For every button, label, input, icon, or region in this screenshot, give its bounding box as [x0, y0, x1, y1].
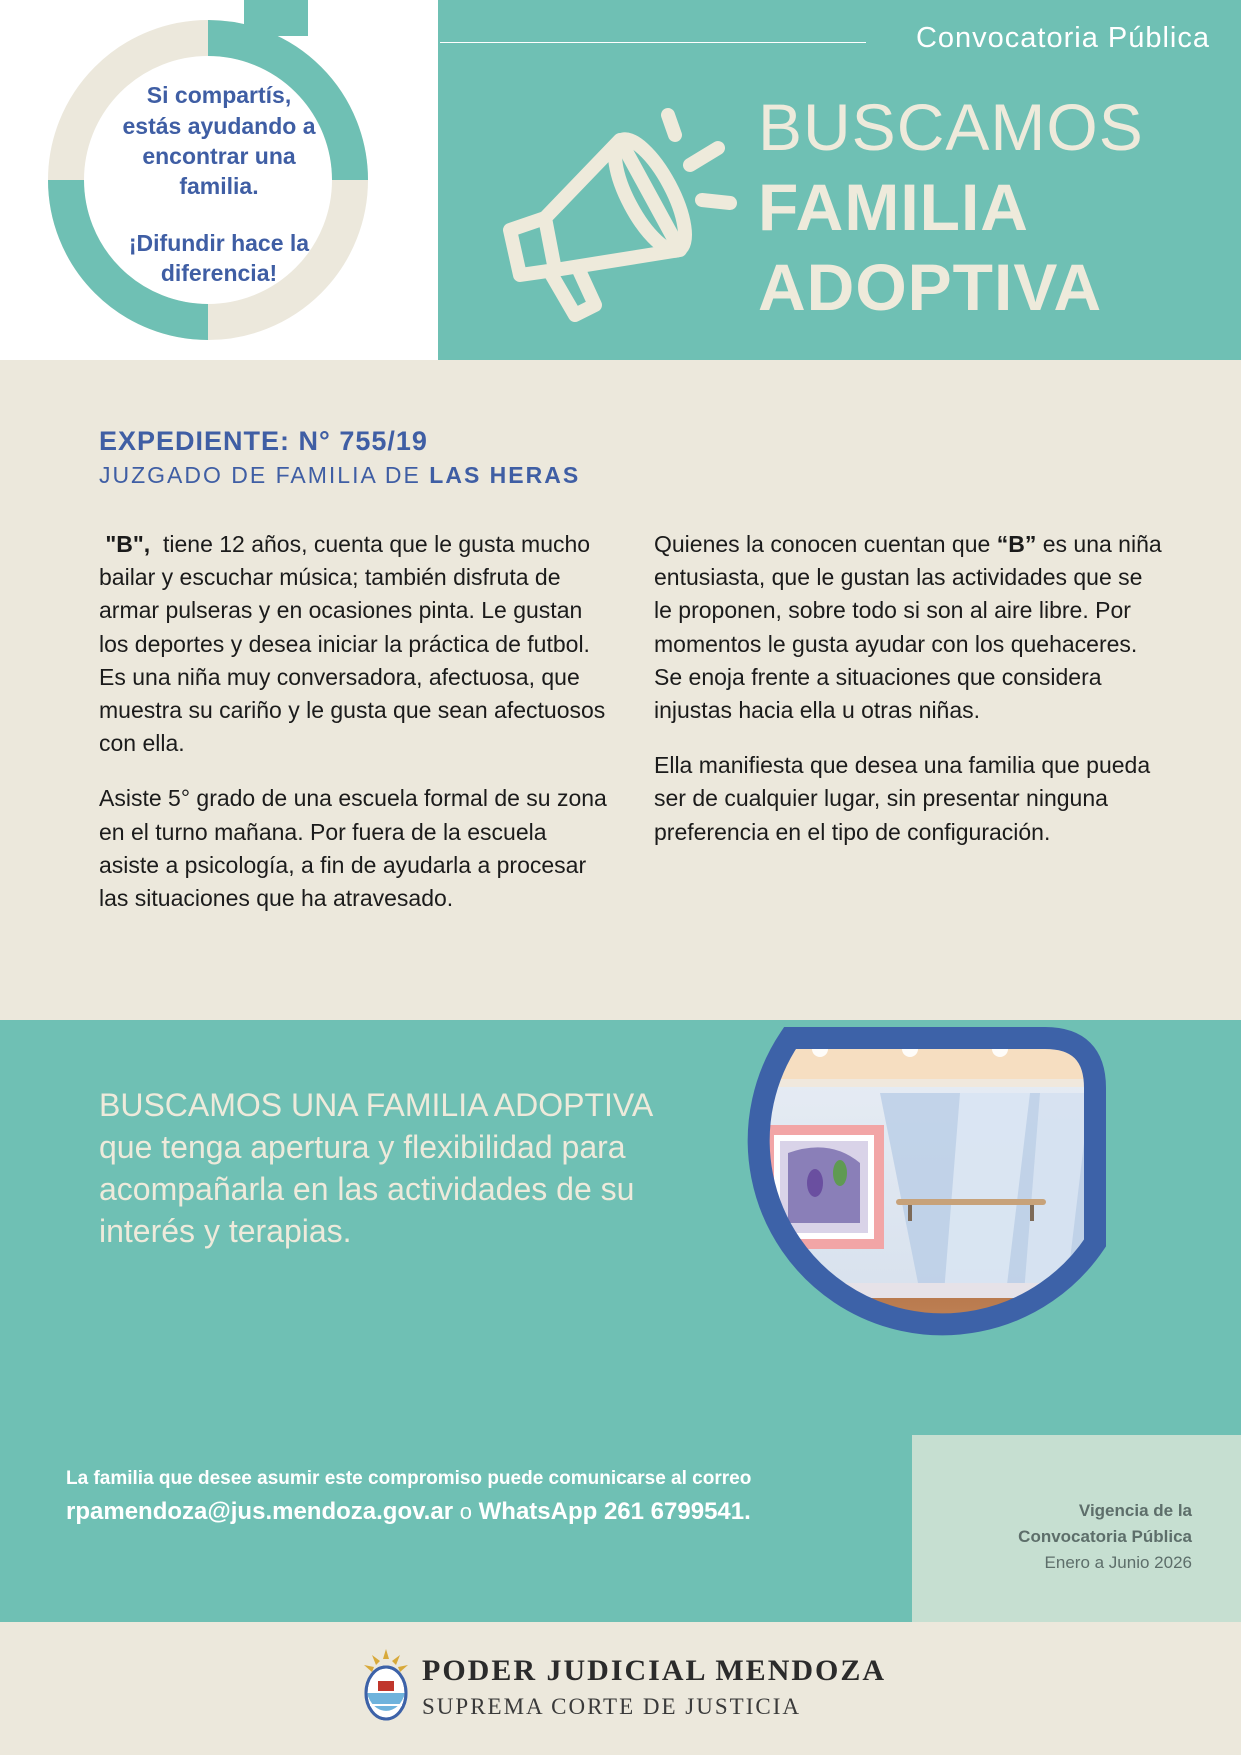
- convocatoria-label: Convocatoria Pública: [915, 22, 1210, 54]
- description-p1-text: tiene 12 años, cuenta que le gusta mucho bailar y escuchar música; también disfruta de armar pulseras y en ocasiones pinta. Le gustan los deportes y desea iniciar la práctica de futbol. Es una niña muy conversadora, afectuosa, que muestra su cariño y le gusta que sean afectuosos con ella.: [99, 531, 606, 757]
- share-message: [100, 80, 338, 288]
- contact-details: [66, 1498, 751, 1526]
- contact-connector: o: [459, 1499, 472, 1524]
- validity-label-2: Convocatoria Pública: [1018, 1527, 1192, 1546]
- child-name-2: “B”: [996, 531, 1037, 557]
- validity-label-1: Vigencia de la: [1078, 1501, 1192, 1520]
- contact-intro: La familia que desee asumir este compromiso puede comunicarse al correo: [66, 1468, 752, 1489]
- juzgado-prefix: JUZGADO DE FAMILIA DE: [99, 462, 421, 488]
- dance-studio-illustration: [700, 1013, 1130, 1443]
- description-p3-pre: Quienes la conocen cuentan que: [654, 531, 991, 557]
- share-line-1: Si compartís,: [146, 82, 292, 108]
- juzgado-place: LAS HERAS: [429, 462, 581, 488]
- child-name: "B",: [105, 531, 151, 557]
- expediente-number: EXPEDIENTE: N° 755/19: [99, 426, 428, 456]
- coat-of-arms-icon: [360, 1647, 412, 1723]
- title-line-2: FAMILIA: [758, 170, 1029, 244]
- contact-email[interactable]: rpamendoza@jus.mendoza.gov.ar: [66, 1498, 454, 1525]
- megaphone-icon: [490, 100, 750, 340]
- share-line-3: ¡Difundir hace la diferencia!: [128, 230, 310, 286]
- org-subtitle: SUPREMA CORTE DE JUSTICIA: [422, 1694, 801, 1719]
- org-name: PODER JUDICIAL MENDOZA: [422, 1654, 887, 1687]
- description-p2: Asiste 5° grado de una escuela formal de su zona en el turno mañana. Por fuera de la escuela asiste a psicología, a fin de ayudarla a procesar las situaciones que ha atravesado.: [99, 785, 607, 912]
- contact-whatsapp[interactable]: WhatsApp 261 6799541.: [478, 1498, 751, 1525]
- search-message-rest: que tenga apertura y flexibilidad para acompañarla en las actividades de su interés y terapias.: [99, 1129, 635, 1249]
- footer: [0, 1622, 1241, 1755]
- description-p1: [99, 528, 609, 760]
- description-p3: [654, 528, 1164, 727]
- search-message-upper: BUSCAMOS UNA FAMILIA ADOPTIVA: [99, 1087, 652, 1123]
- title-line-3: ADOPTIVA: [758, 250, 1103, 324]
- share-line-2: estás ayudando a encontrar una familia.: [122, 113, 316, 199]
- title-line-1: BUSCAMOS: [758, 90, 1144, 164]
- description-p4: Ella manifiesta que desea una familia que pueda ser de cualquier lugar, sin presentar ninguna preferencia en el tipo de configuración.: [654, 752, 1151, 845]
- description-p3-post: es una niña entusiasta, que le gustan las actividades que se le proponen, sobre todo si son al aire libre. Por momentos le gusta ayudar con los quehaceres. Se enoja frente a situaciones que considera injustas hacia ella u otras niñas.: [654, 531, 1162, 724]
- juzgado-label: [99, 462, 580, 489]
- description-right: [654, 528, 1164, 871]
- validity-info: [940, 1498, 1192, 1576]
- header-divider: [440, 42, 866, 43]
- search-message: [99, 1084, 659, 1252]
- validity-period: Enero a Junio 2026: [1044, 1553, 1192, 1572]
- description-left: [99, 528, 609, 937]
